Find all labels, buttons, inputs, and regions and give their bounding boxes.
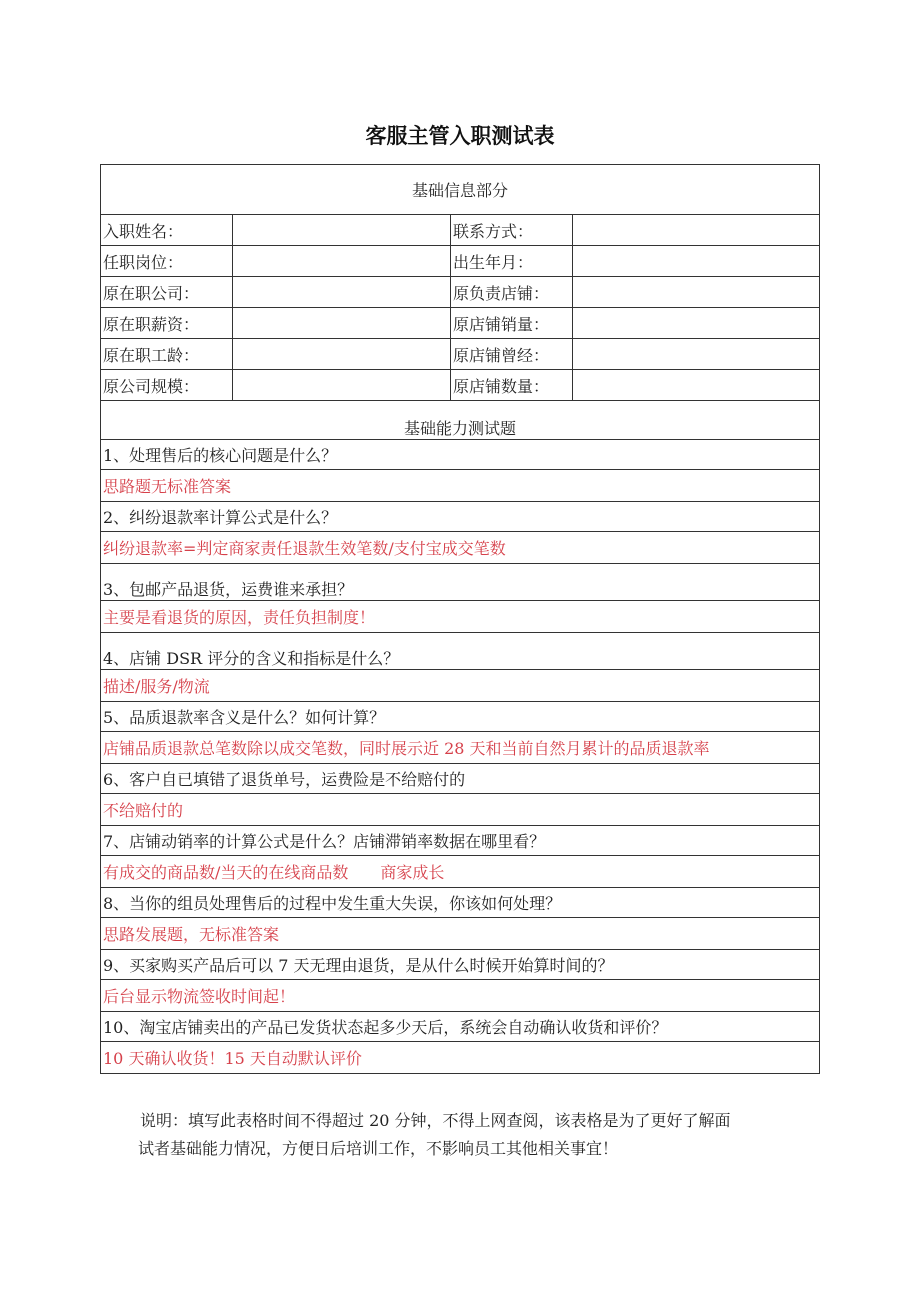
note-line-2: 试者基础能力情况，方便日后培训工作，不影响员工其他相关事宜！ (138, 1139, 619, 1158)
info-label: 原在职公司： (101, 277, 233, 308)
question-row (101, 633, 820, 670)
info-value-field[interactable] (573, 370, 820, 401)
answer-text: 后台显示物流签收时间起！ (101, 980, 820, 1012)
answer-row (101, 980, 820, 1012)
question-row (101, 440, 820, 470)
question-row (101, 1012, 820, 1042)
info-value-field[interactable] (573, 277, 820, 308)
basic-info-heading-row (101, 165, 820, 215)
ability-test-heading-row (101, 401, 820, 440)
info-row (101, 308, 820, 339)
info-value-field[interactable] (233, 215, 451, 246)
info-value-field[interactable] (573, 308, 820, 339)
info-label: 任职岗位： (101, 246, 233, 277)
interview-form-table (100, 164, 820, 1074)
answer-text: 店铺品质退款总笔数除以成交笔数，同时展示近 28 天和当前自然月累计的品质退款率 (101, 732, 820, 764)
answer-row (101, 601, 820, 633)
question-row (101, 764, 820, 794)
question-text: 3、包邮产品退货，运费谁来承担？ (101, 564, 820, 601)
info-label: 原在职工龄： (101, 339, 233, 370)
question-text: 7、店铺动销率的计算公式是什么？店铺滞销率数据在哪里看？ (101, 826, 820, 856)
answer-row (101, 794, 820, 826)
question-row (101, 702, 820, 732)
question-row (101, 826, 820, 856)
info-label: 原公司规模： (101, 370, 233, 401)
question-text: 1、处理售后的核心问题是什么？ (101, 440, 820, 470)
info-row (101, 370, 820, 401)
answer-text: 描述/服务/物流 (101, 670, 820, 702)
info-value-field[interactable] (573, 215, 820, 246)
question-text: 8、当你的组员处理售后的过程中发生重大失误，你该如何处理？ (101, 888, 820, 918)
answer-text: 不给赔付的 (101, 794, 820, 826)
info-value-field[interactable] (233, 308, 451, 339)
answer-text: 纠纷退款率=判定商家责任退款生效笔数/支付宝成交笔数 (101, 532, 820, 564)
basic-info-heading: 基础信息部分 (101, 165, 820, 215)
ability-test-heading: 基础能力测试题 (101, 401, 820, 440)
info-value-field[interactable] (233, 277, 451, 308)
note-line-1: 说明：填写此表格时间不得超过 20 分钟，不得上网查阅，该表格是为了更好了解面 (140, 1111, 731, 1130)
info-label: 原店铺销量： (451, 308, 573, 339)
instructions-note (140, 1107, 820, 1163)
question-text: 10、淘宝店铺卖出的产品已发货状态起多少天后，系统会自动确认收货和评价？ (101, 1012, 820, 1042)
answer-text: 有成交的商品数/当天的在线商品数 商家成长 (101, 856, 820, 888)
info-label: 出生年月： (451, 246, 573, 277)
question-row (101, 502, 820, 532)
question-row (101, 888, 820, 918)
question-row (101, 950, 820, 980)
info-row (101, 277, 820, 308)
question-text: 6、客户自已填错了退货单号，运费险是不给赔付的 (101, 764, 820, 794)
page-title: 客服主管入职测试表 (365, 124, 555, 148)
info-value-field[interactable] (233, 246, 451, 277)
answer-text: 思路题无标准答案 (101, 470, 820, 502)
answer-row (101, 532, 820, 564)
info-value-field[interactable] (573, 246, 820, 277)
info-value-field[interactable] (233, 339, 451, 370)
info-row (101, 339, 820, 370)
answer-row (101, 670, 820, 702)
answer-row (101, 856, 820, 888)
info-row (101, 215, 820, 246)
question-text: 9、买家购买产品后可以 7 天无理由退货，是从什么时候开始算时间的？ (101, 950, 820, 980)
info-value-field[interactable] (233, 370, 451, 401)
info-label: 入职姓名： (101, 215, 233, 246)
question-text: 4、店铺 DSR 评分的含义和指标是什么？ (101, 633, 820, 670)
info-label: 原负责店铺： (451, 277, 573, 308)
answer-text: 思路发展题，无标准答案 (101, 918, 820, 950)
answer-row (101, 470, 820, 502)
info-row (101, 246, 820, 277)
answer-row (101, 732, 820, 764)
info-label: 联系方式： (451, 215, 573, 246)
answer-row (101, 918, 820, 950)
info-value-field[interactable] (573, 339, 820, 370)
info-label: 原店铺曾经： (451, 339, 573, 370)
answer-text: 10 天确认收货！15 天自动默认评价 (101, 1042, 820, 1074)
question-text: 5、品质退款率含义是什么？如何计算？ (101, 702, 820, 732)
question-text: 2、纠纷退款率计算公式是什么？ (101, 502, 820, 532)
info-label: 原店铺数量： (451, 370, 573, 401)
answer-row (101, 1042, 820, 1074)
question-row (101, 564, 820, 601)
answer-text: 主要是看退货的原因，责任负担制度！ (101, 601, 820, 633)
info-label: 原在职薪资： (101, 308, 233, 339)
